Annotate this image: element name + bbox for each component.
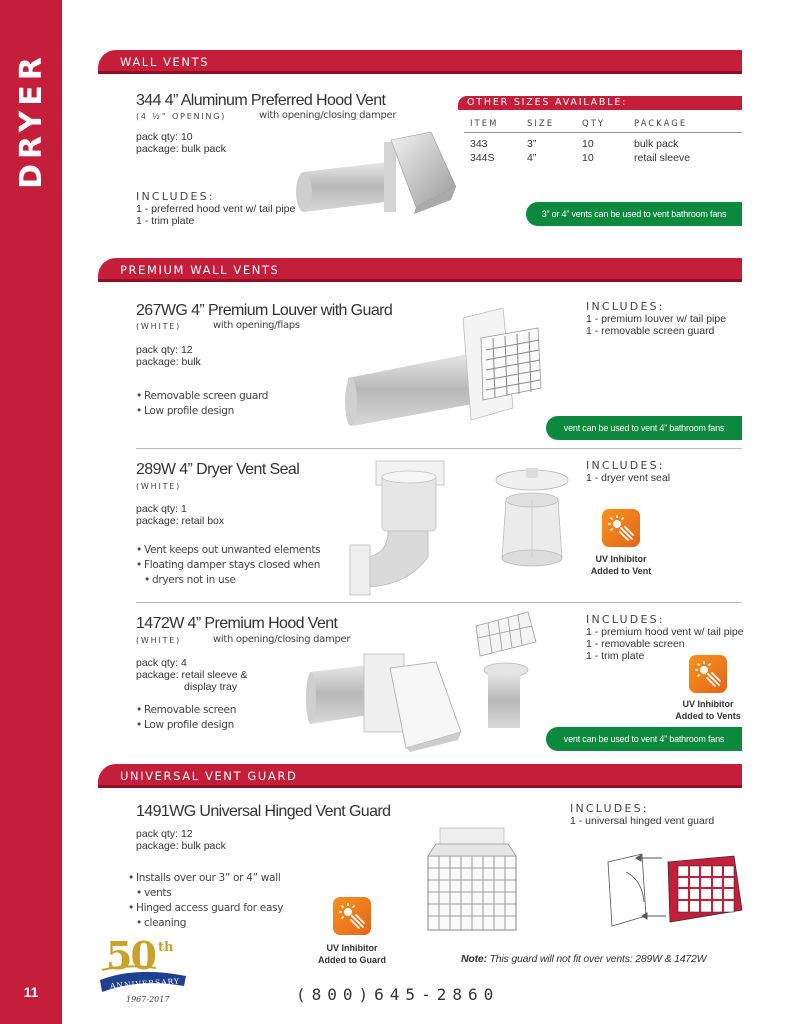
list-item: • Installs over our 3” or 4” wall xyxy=(128,871,283,886)
bathroom-fan-note-267wg: vent can be used to vent 4” bathroom fans xyxy=(546,416,742,440)
includes-item-289w-1: 1 - dryer vent seal xyxy=(586,472,671,484)
divider xyxy=(136,602,742,603)
includes-item-1472w-1: 1 - premium hood vent w/ tail pipe xyxy=(586,626,744,638)
product-color-289w: (WHITE) xyxy=(136,482,182,491)
fit-note: Note: This guard will not fit over vents: 289W & 1472W xyxy=(461,953,707,965)
premium-hood-vent-image xyxy=(306,652,466,752)
uv-inhibitor-badge xyxy=(602,509,640,547)
anniversary-word: ANNIVERSARY xyxy=(109,976,181,991)
product-feature-344: with opening/closing damper xyxy=(259,110,397,121)
vent-guard-installation-diagram xyxy=(596,850,746,932)
bathroom-fan-note-1472w: vent can be used to vent 4” bathroom fans xyxy=(546,727,742,751)
table-cell: 10 xyxy=(582,138,594,150)
package-267wg: package: bulk xyxy=(136,356,201,368)
dryer-vent-seal-image xyxy=(348,457,448,597)
table-cell: bulk pack xyxy=(634,138,679,150)
table-cell: 3” xyxy=(527,138,537,150)
list-item: • dryers not in use xyxy=(136,573,320,588)
package-344: package: bulk pack xyxy=(136,143,226,155)
list-item: • Floating damper stays closed when xyxy=(136,558,320,573)
table-cell: 10 xyxy=(582,152,594,164)
table-header-item: ITEM xyxy=(470,119,499,129)
package-1472w: package: retail sleeve & xyxy=(136,669,248,681)
page-number: 11 xyxy=(23,984,39,1000)
table-cell: 4” xyxy=(527,152,537,164)
product-title-289w: 289W 4” Dryer Vent Seal xyxy=(136,461,300,478)
includes-item-267wg-1: 1 - premium louver w/ tail pipe xyxy=(586,313,727,325)
product-title-1472w: 1472W 4” Premium Hood Vent xyxy=(136,615,338,632)
pack-qty-1472w: pack qty: 4 xyxy=(136,657,187,669)
feature-list-1491wg xyxy=(128,871,283,931)
sun-uv-icon xyxy=(338,902,366,930)
product-color-267wg: (WHITE) xyxy=(136,322,182,331)
uv-label-289w: UV Inhibitor Added to Vent xyxy=(590,554,652,576)
hinged-vent-guard-image xyxy=(424,826,520,936)
uv-inhibitor-badge xyxy=(333,897,371,935)
anniversary-years: 1967-2017 xyxy=(126,995,170,1004)
includes-heading-1472w: INCLUDES: xyxy=(586,613,665,626)
table-header-qty: QTY xyxy=(582,119,606,129)
list-item: • Vent keeps out unwanted elements xyxy=(136,543,320,558)
table-header-package: PACKAGE xyxy=(634,119,688,129)
product-color-1472w: (WHITE) xyxy=(136,636,182,645)
includes-item-267wg-2: 1 - removable screen guard xyxy=(586,325,715,337)
product-title-1491wg: 1491WG Universal Hinged Vent Guard xyxy=(136,803,391,820)
anniversary-logo xyxy=(96,933,190,1010)
package-289w: package: retail box xyxy=(136,515,225,527)
anniversary-number: 50 xyxy=(106,933,155,978)
louver-vent-267wg-image xyxy=(343,308,553,428)
package-1491wg: package: bulk pack xyxy=(136,840,226,852)
includes-item-344-2: 1 - trim plate xyxy=(136,215,195,227)
hood-vent-344-image xyxy=(296,132,456,217)
list-item: • vents xyxy=(128,886,283,901)
uv-inhibitor-badge xyxy=(689,655,727,693)
premium-hood-vent-screen-image xyxy=(470,608,540,730)
sun-uv-icon xyxy=(607,514,635,542)
list-item: • Hinged access guard for easy xyxy=(128,901,283,916)
phone-number: (800)645-2860 xyxy=(296,985,500,1004)
pack-qty-1491wg: pack qty: 12 xyxy=(136,828,193,840)
list-item: • Removable screen guard xyxy=(136,389,268,404)
list-item: • Removable screen xyxy=(136,703,236,718)
section-header-wall-vents: WALL VENTS xyxy=(98,50,742,74)
package-1472w-line2: display tray xyxy=(184,681,238,693)
table-header-size: SIZE xyxy=(527,119,555,129)
includes-item-1472w-3: 1 - trim plate xyxy=(586,650,645,662)
includes-item-1472w-2: 1 - removable screen xyxy=(586,638,685,650)
table-divider xyxy=(464,132,742,133)
product-feature-1472w: with opening/closing damper xyxy=(213,634,351,645)
list-item: • Low profile design xyxy=(136,718,236,733)
sidebar-title: DRYER xyxy=(13,51,49,189)
product-title-267wg: 267WG 4” Premium Louver with Guard xyxy=(136,302,393,319)
table-cell: retail sleeve xyxy=(634,152,691,164)
section-header-universal-vent-guard: UNIVERSAL VENT GUARD xyxy=(98,764,742,788)
divider xyxy=(136,448,742,449)
feature-list-267wg xyxy=(136,389,268,419)
pack-qty-344: pack qty: 10 xyxy=(136,131,193,143)
includes-heading-289w: INCLUDES: xyxy=(586,459,665,472)
includes-heading-344: INCLUDES: xyxy=(136,190,215,203)
product-opening-344: (4 ½” OPENING) xyxy=(136,112,227,121)
feature-list-289w xyxy=(136,543,320,588)
uv-label-1491wg: UV Inhibitor Added to Guard xyxy=(318,943,386,965)
includes-heading-267wg: INCLUDES: xyxy=(586,300,665,313)
list-item: • Low profile design xyxy=(136,404,268,419)
bathroom-fan-note-344: 3” or 4” vents can be used to vent bathroom fans xyxy=(526,202,742,226)
other-sizes-header: OTHER SIZES AVAILABLE: xyxy=(458,96,742,110)
feature-list-1472w xyxy=(136,703,236,733)
includes-item-1491wg-1: 1 - universal hinged vent guard xyxy=(570,815,715,827)
dryer-vent-seal-insert-image xyxy=(492,466,572,581)
uv-label-1472w: UV Inhibitor Added to Vents xyxy=(675,699,741,721)
table-cell: 344S xyxy=(470,152,495,164)
sidebar-title-box xyxy=(0,30,62,210)
list-item: • cleaning xyxy=(128,916,283,931)
section-header-premium-wall-vents: PREMIUM WALL VENTS xyxy=(98,258,742,282)
product-feature-267wg: with opening/flaps xyxy=(213,320,300,331)
sun-uv-icon xyxy=(694,660,722,688)
includes-heading-1491wg: INCLUDES: xyxy=(570,802,649,815)
product-title-344: 344 4” Aluminum Preferred Hood Vent xyxy=(136,92,386,109)
includes-item-344-1: 1 - preferred hood vent w/ tail pipe xyxy=(136,203,296,215)
anniversary-suffix: th xyxy=(158,940,174,955)
pack-qty-289w: pack qty: 1 xyxy=(136,503,187,515)
table-cell: 343 xyxy=(470,138,488,150)
pack-qty-267wg: pack qty: 12 xyxy=(136,344,193,356)
